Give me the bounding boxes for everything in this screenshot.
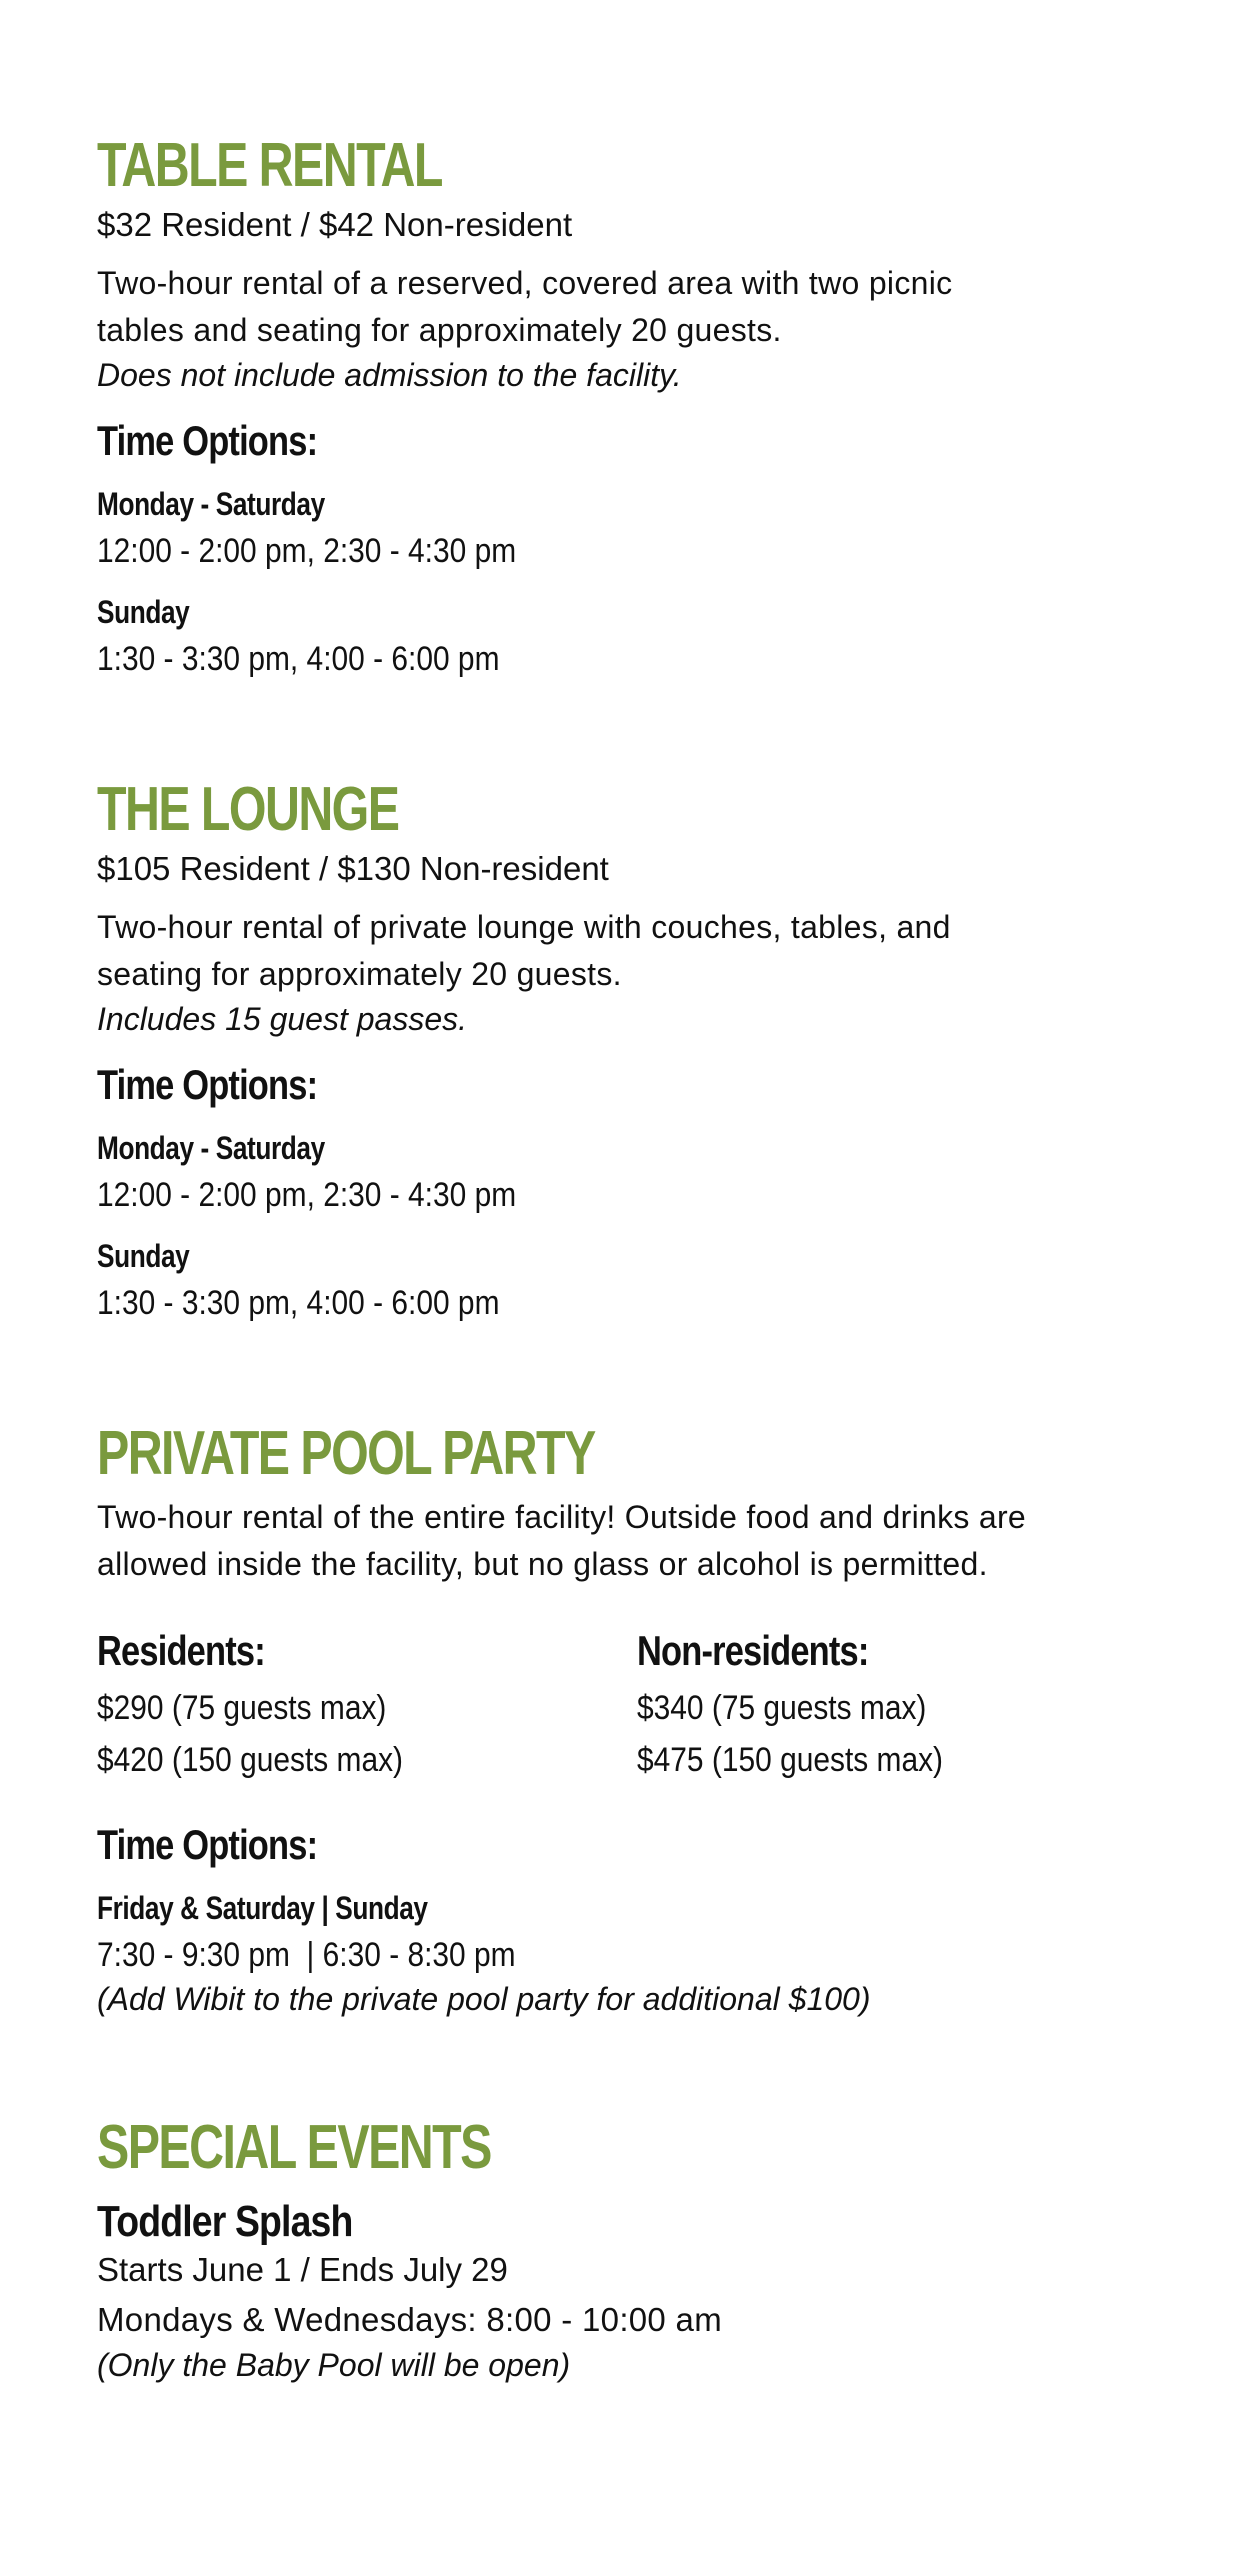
description bbox=[97, 1494, 1177, 1588]
description bbox=[97, 260, 1177, 354]
note: (Add Wibit to the private pool party for additional $100) bbox=[97, 1981, 871, 2017]
rate-line: $340 (75 guests max) bbox=[637, 1689, 927, 1727]
non-residents-column bbox=[637, 1626, 1177, 1786]
description-line: tables and seating for approximately 20 guests. bbox=[97, 312, 782, 348]
rate-line: $475 (150 guests max) bbox=[637, 1741, 944, 1779]
event-dates: Starts June 1 / Ends July 29 bbox=[97, 2251, 508, 2288]
pool-party-section bbox=[97, 1418, 1177, 2020]
section-heading: TABLE RENTAL bbox=[97, 131, 442, 200]
special-events-section bbox=[97, 2112, 1177, 2386]
section-heading: PRIVATE POOL PARTY bbox=[97, 1419, 595, 1488]
event-time: Mondays & Wednesdays: 8:00 - 10:00 am bbox=[97, 2301, 722, 2338]
price-line: $32 Resident / $42 Non-resident bbox=[97, 206, 573, 243]
event-title: Toddler Splash bbox=[97, 2197, 353, 2246]
residents-label: Residents: bbox=[97, 1627, 265, 1674]
table-rental-section bbox=[97, 130, 1177, 682]
time-options bbox=[97, 416, 1177, 682]
day-label: Monday - Saturday bbox=[97, 486, 325, 522]
description-line: Two-hour rental of the entire facility! Outside food and drinks are bbox=[97, 1499, 1027, 1535]
event-note: (Only the Baby Pool will be open) bbox=[97, 2347, 571, 2383]
rate-line: $420 (150 guests max) bbox=[97, 1741, 404, 1779]
day-label: Friday & Saturday | Sunday bbox=[97, 1890, 428, 1926]
section-heading: SPECIAL EVENTS bbox=[97, 2113, 491, 2182]
price-line: $105 Resident / $130 Non-resident bbox=[97, 850, 609, 887]
day-label: Sunday bbox=[97, 1238, 190, 1274]
time-options-label: Time Options: bbox=[97, 1061, 318, 1108]
section-heading: THE LOUNGE bbox=[97, 775, 399, 844]
non-residents-label: Non-residents: bbox=[637, 1627, 869, 1674]
rate-line: $290 (75 guests max) bbox=[97, 1689, 387, 1727]
pricing-document bbox=[97, 130, 1177, 2386]
note: Includes 15 guest passes. bbox=[97, 1001, 468, 1037]
time-slots: 12:00 - 2:00 pm, 2:30 - 4:30 pm bbox=[97, 532, 517, 570]
note: Does not include admission to the facility. bbox=[97, 357, 682, 393]
residents-column bbox=[97, 1626, 637, 1786]
description bbox=[97, 904, 1177, 998]
rate-columns bbox=[97, 1626, 1177, 1786]
time-options bbox=[97, 1060, 1177, 1326]
description-line: Two-hour rental of a reserved, covered area with two picnic bbox=[97, 265, 953, 301]
time-options-label: Time Options: bbox=[97, 417, 318, 464]
lounge-section bbox=[97, 774, 1177, 1326]
time-slots: 1:30 - 3:30 pm, 4:00 - 6:00 pm bbox=[97, 640, 500, 678]
day-label: Monday - Saturday bbox=[97, 1130, 325, 1166]
time-options bbox=[97, 1820, 1177, 2020]
description-line: Two-hour rental of private lounge with couches, tables, and bbox=[97, 909, 951, 945]
day-label: Sunday bbox=[97, 594, 190, 630]
time-options-label: Time Options: bbox=[97, 1821, 318, 1868]
description-line: allowed inside the facility, but no glass or alcohol is permitted. bbox=[97, 1546, 988, 1582]
time-slots: 12:00 - 2:00 pm, 2:30 - 4:30 pm bbox=[97, 1176, 517, 1214]
time-slots: 1:30 - 3:30 pm, 4:00 - 6:00 pm bbox=[97, 1284, 500, 1322]
time-slots: 7:30 - 9:30 pm | 6:30 - 8:30 pm bbox=[97, 1936, 516, 1974]
description-line: seating for approximately 20 guests. bbox=[97, 956, 622, 992]
